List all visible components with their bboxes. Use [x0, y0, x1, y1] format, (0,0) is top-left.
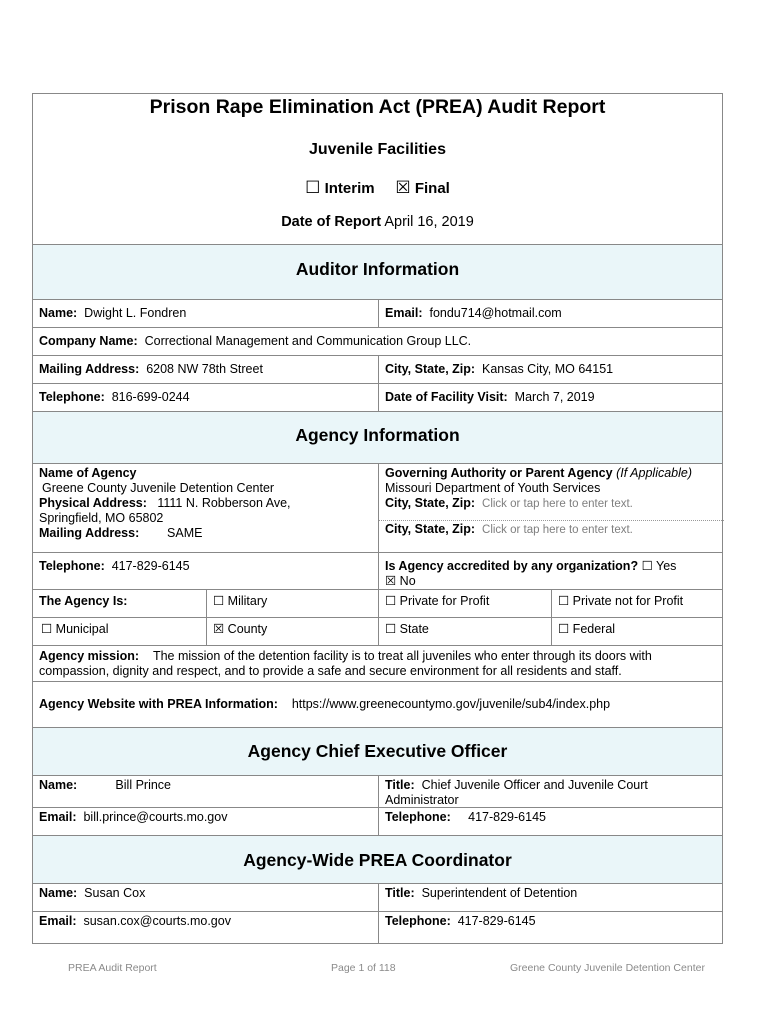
report-type — [33, 178, 722, 198]
agency-gov-cell — [378, 464, 724, 552]
coordinator-phone: 417-829-6145 — [457, 914, 536, 928]
auditor-visit: March 7, 2019 — [514, 390, 595, 404]
agency-type-row2 — [33, 617, 722, 645]
ceo-section-header — [33, 727, 722, 775]
coordinator-email: susan.cox@courts.mo.gov — [83, 914, 231, 928]
agency-website-link[interactable]: https://www.greenecountymo.gov/juvenile/sub4/index.php — [291, 697, 611, 711]
agency-csz2-label: City, State, Zip: — [385, 522, 476, 536]
agency-mission-cell — [33, 646, 724, 681]
auditor-company: Correctional Management and Communication Group LLC. — [144, 334, 472, 348]
coordinator-section-header — [33, 835, 722, 883]
ceo-email-cell — [33, 808, 378, 835]
ceo-title-label: Title: — [385, 778, 415, 792]
agency-physical-label: Physical Address: — [39, 496, 147, 510]
footer-left: PREA Audit Report — [68, 962, 157, 974]
coordinator-title: Superintendent of Detention — [421, 886, 578, 900]
military-option[interactable]: ☐ Military — [206, 590, 378, 617]
agency-mailing-address — [39, 526, 372, 541]
agency-physical-line2: Springfield, MO 65802 — [39, 511, 164, 525]
agency-name-cell — [33, 464, 378, 552]
agency-row-phone — [33, 552, 722, 589]
auditor-visit-label: Date of Facility Visit: — [385, 390, 508, 404]
agency-accred-label: Is Agency accredited by any organization? — [385, 559, 639, 573]
accred-yes-checkbox[interactable]: ☐ Yes — [641, 559, 677, 573]
agency-csz1-input[interactable]: Click or tap here to enter text. — [482, 498, 633, 510]
ceo-title-line2: Administrator — [385, 793, 459, 807]
auditor-phone-label: Telephone: — [39, 390, 105, 404]
ceo-phone-label: Telephone: — [385, 810, 451, 824]
agency-phone: 417-829-6145 — [111, 559, 190, 573]
agency-mission-line1: The mission of the detention facility is to treat all juveniles who enter through its doors with — [152, 649, 652, 663]
interim-label: Interim — [324, 180, 375, 197]
agency-phone-label: Telephone: — [39, 559, 105, 573]
agency-website-row — [33, 681, 722, 727]
auditor-name-cell — [33, 300, 378, 327]
agency-website-cell — [33, 682, 724, 727]
ceo-heading: Agency Chief Executive Officer — [247, 741, 508, 761]
auditor-section-header — [33, 244, 722, 299]
coordinator-row-name — [33, 883, 722, 911]
coordinator-name-label: Name: — [39, 886, 78, 900]
agency-website-label: Agency Website with PREA Information: — [39, 697, 278, 711]
report-title: Prison Rape Elimination Act (PREA) Audit Report — [149, 96, 606, 118]
ceo-title-line1: Chief Juvenile Officer and Juvenile Court — [421, 778, 648, 792]
interim-checkbox[interactable]: ☐ — [305, 178, 321, 197]
coordinator-name: Susan Cox — [84, 886, 146, 900]
auditor-mailing-cell — [33, 356, 378, 383]
ceo-phone: 417-829-6145 — [468, 810, 546, 824]
agency-is-cell — [33, 590, 206, 617]
auditor-csz-label: City, State, Zip: — [385, 362, 476, 376]
report-header — [33, 94, 722, 244]
agency-mailing-label: Mailing Address: — [39, 526, 140, 540]
ceo-name-label: Name: — [39, 778, 78, 792]
agency-physical-line1: 1111 N. Robberson Ave, — [157, 496, 291, 510]
ceo-email-label: Email: — [39, 810, 77, 824]
coordinator-phone-label: Telephone: — [385, 914, 451, 928]
agency-name: Greene County Juvenile Detention Center — [42, 481, 275, 495]
auditor-phone: 816-699-0244 — [111, 390, 190, 404]
auditor-csz: Kansas City, MO 64151 — [482, 362, 614, 376]
coordinator-title-label: Title: — [385, 886, 415, 900]
agency-mailing: SAME — [167, 526, 203, 540]
ceo-email: bill.prince@courts.mo.gov — [83, 810, 228, 824]
auditor-name: Dwight L. Fondren — [84, 306, 187, 320]
private-nonprofit-option[interactable]: ☐ Private not for Profit — [551, 590, 724, 617]
ceo-title-cell — [378, 776, 724, 807]
coordinator-email-label: Email: — [39, 914, 77, 928]
coordinator-heading: Agency-Wide PREA Coordinator — [243, 850, 512, 870]
coordinator-phone-cell — [378, 912, 724, 944]
report-date — [33, 214, 722, 230]
coordinator-row-email — [33, 911, 722, 944]
auditor-phone-cell — [33, 384, 378, 411]
ceo-name-cell — [33, 776, 378, 807]
agency-row-details — [33, 463, 722, 552]
coordinator-title-cell — [378, 884, 724, 911]
auditor-csz-cell — [378, 356, 724, 383]
agency-mission-row — [33, 645, 722, 681]
footer-right: Greene County Juvenile Detention Center — [510, 962, 705, 974]
coordinator-name-cell — [33, 884, 378, 911]
auditor-mailing: 6208 NW 78th Street — [146, 362, 263, 376]
auditor-email: fondu714@hotmail.com — [429, 306, 562, 320]
county-option[interactable]: ☒ County — [206, 618, 378, 645]
report-subtitle: Juvenile Facilities — [309, 141, 446, 158]
agency-csz1 — [385, 496, 718, 512]
footer-page-number: Page 1 of 118 — [331, 962, 396, 974]
auditor-company-label: Company Name: — [39, 334, 138, 348]
auditor-row-phone — [33, 383, 722, 411]
auditor-email-cell — [378, 300, 724, 327]
agency-section-header — [33, 411, 722, 463]
agency-mission-line2: compassion, dignity and respect, and to provide a safe and secure environment for all residents and staff. — [39, 664, 622, 678]
agency-heading: Agency Information — [295, 425, 460, 445]
federal-option[interactable]: ☐ Federal — [551, 618, 724, 645]
auditor-row-name — [33, 299, 722, 327]
agency-gov-line — [385, 466, 718, 481]
auditor-heading: Auditor Information — [295, 259, 460, 279]
auditor-visit-cell — [378, 384, 724, 411]
agency-csz2 — [379, 520, 724, 538]
agency-physical-address — [39, 496, 372, 511]
agency-mission-label: Agency mission: — [39, 649, 140, 663]
ceo-name: Bill Prince — [115, 778, 171, 792]
final-label: Final — [414, 180, 450, 197]
ceo-row-email — [33, 807, 722, 835]
agency-is-label: The Agency Is: — [39, 594, 128, 608]
state-option[interactable]: ☐ State — [378, 618, 551, 645]
agency-name-label: Name of Agency — [39, 466, 137, 480]
ceo-phone-cell — [378, 808, 724, 835]
agency-phone-cell — [33, 553, 378, 589]
municipal-option[interactable]: ☐ Municipal — [41, 622, 109, 636]
agency-accred-cell — [378, 553, 724, 589]
coordinator-email-cell — [33, 912, 378, 944]
agency-csz2-input[interactable]: Click or tap here to enter text. — [482, 524, 633, 536]
ceo-row-name — [33, 775, 722, 807]
date-value: April 16, 2019 — [384, 214, 474, 230]
date-label: Date of Report — [281, 214, 382, 230]
agency-gov-note: (If Applicable) — [616, 466, 693, 480]
accred-no-checkbox[interactable]: ☒ No — [385, 574, 416, 588]
auditor-row-company — [33, 327, 722, 355]
final-checkbox[interactable]: ☒ — [395, 178, 411, 197]
agency-type-row1 — [33, 589, 722, 617]
report-form — [32, 93, 723, 944]
auditor-company-cell — [33, 328, 724, 355]
auditor-mailing-label: Mailing Address: — [39, 362, 140, 376]
auditor-row-mailing — [33, 355, 722, 383]
auditor-name-label: Name: — [39, 306, 78, 320]
agency-csz1-label: City, State, Zip: — [385, 496, 476, 510]
agency-gov-label: Governing Authority or Parent Agency — [385, 466, 613, 480]
private-profit-option[interactable]: ☐ Private for Profit — [378, 590, 551, 617]
auditor-email-label: Email: — [385, 306, 423, 320]
agency-gov: Missouri Department of Youth Services — [385, 481, 601, 495]
